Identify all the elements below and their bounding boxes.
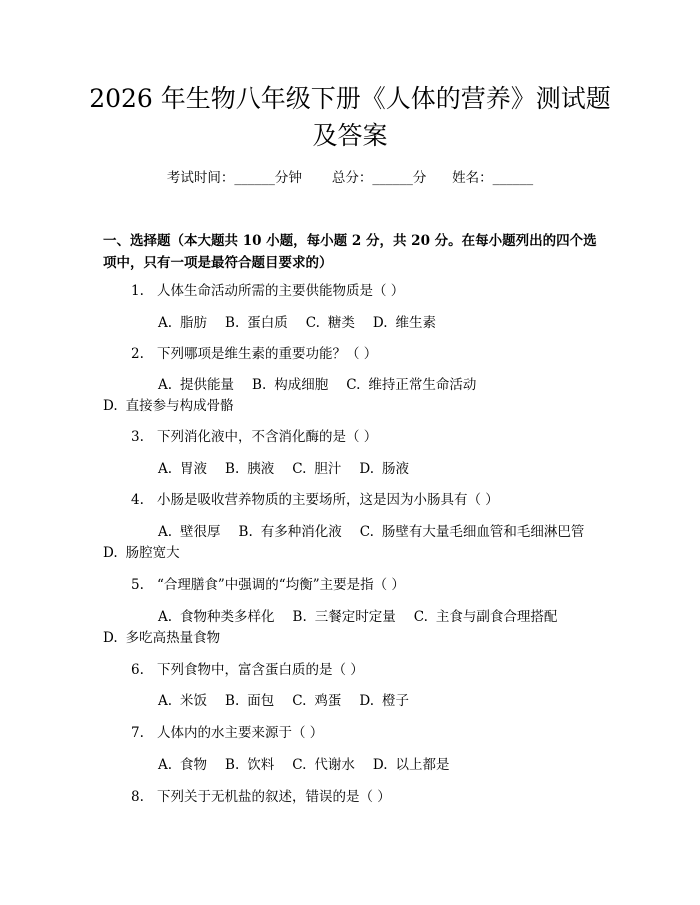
option: B. 三餐定时定量 <box>292 609 396 625</box>
question-1-options <box>103 313 603 334</box>
question-text: 人体内的水主要来源于（ ） <box>157 725 324 741</box>
question-6-options <box>103 691 603 712</box>
score-label: 总分： <box>331 170 373 186</box>
option: B. 面包 <box>225 693 275 709</box>
question-6 <box>103 660 603 680</box>
option: B. 蛋白质 <box>225 315 288 331</box>
option: C. 主食与副食合理搭配 <box>413 609 558 625</box>
option: A. 脂肪 <box>158 315 208 331</box>
question-text: “合理膳食”中强调的“均衡”主要是指（ ） <box>157 577 405 593</box>
question-number: 4. <box>131 492 144 508</box>
question-number: 3. <box>131 429 144 445</box>
time-label: 考试时间： <box>166 170 235 186</box>
question-3-options <box>103 459 603 480</box>
option: C. 胆汁 <box>292 461 342 477</box>
score-blank: ______ <box>372 170 413 186</box>
name-label: 姓名： <box>452 170 493 186</box>
question-4 <box>103 490 603 510</box>
question-text: 人体生命活动所需的主要供能物质是（ ） <box>157 283 405 299</box>
question-number: 6. <box>131 662 144 678</box>
option: A. 壁很厚 <box>158 524 221 540</box>
option: D. 肠液 <box>359 461 410 477</box>
time-blank: ______ <box>234 170 275 186</box>
score-unit: 分 <box>412 170 427 186</box>
option: A. 提供能量 <box>158 377 235 393</box>
option: C. 代谢水 <box>292 757 355 773</box>
option: A. 食物种类多样化 <box>158 609 275 625</box>
document-title: 2026 年生物八年级下册《人体的营养》测试题及答案 <box>89 84 611 150</box>
question-number: 7. <box>131 725 144 741</box>
question-text: 下列哪项是维生素的重要功能？（ ） <box>157 346 378 362</box>
question-8 <box>103 787 603 807</box>
option: C. 鸡蛋 <box>292 693 342 709</box>
option: D. 橙子 <box>359 693 410 709</box>
option: D. 以上都是 <box>372 757 450 773</box>
question-number: 2. <box>131 346 144 362</box>
question-7 <box>103 723 603 743</box>
option: D. 维生素 <box>372 315 437 331</box>
question-5 <box>103 575 603 595</box>
question-number: 5. <box>131 577 144 593</box>
option: A. 米饭 <box>158 693 208 709</box>
option: C. 肠壁有大量毛细血管和毛细淋巴管 <box>359 524 585 540</box>
option: C. 维持正常生命活动 <box>346 377 477 393</box>
question-text: 下列消化液中，不含消化酶的是（ ） <box>157 429 378 445</box>
time-unit: 分钟 <box>274 170 302 186</box>
question-text: 小肠是吸收营养物质的主要场所，这是因为小肠具有（ ） <box>157 492 499 508</box>
option: B. 构成细胞 <box>252 377 329 393</box>
question-5-options <box>103 607 603 649</box>
question-text: 下列食物中，富含蛋白质的是（ ） <box>157 662 364 678</box>
option: C. 糖类 <box>305 315 355 331</box>
question-number: 1. <box>131 283 144 299</box>
option: D. 直接参与构成骨骼 <box>103 398 234 414</box>
name-blank: ______ <box>492 170 534 186</box>
exam-info-line <box>0 168 700 188</box>
section-heading: 一、选择题（本大题共 10 小题，每小题 2 分，共 20 分。在每小题列出的四个选项中，只有一项是最符合题目要求的） <box>103 233 597 271</box>
question-1 <box>103 281 603 301</box>
option: B. 饮料 <box>225 757 275 773</box>
question-7-options <box>103 755 603 776</box>
question-4-options <box>103 522 603 564</box>
question-text: 下列关于无机盐的叙述，错误的是（ ） <box>157 789 391 805</box>
question-2-options <box>103 375 603 417</box>
option: A. 食物 <box>158 757 208 773</box>
option: A. 胃液 <box>158 461 208 477</box>
option: D. 多吃高热量食物 <box>103 630 221 646</box>
option: B. 有多种消化液 <box>238 524 342 540</box>
option: B. 胰液 <box>225 461 275 477</box>
question-2 <box>103 344 603 364</box>
question-3 <box>103 427 603 447</box>
question-number: 8. <box>131 789 144 805</box>
option: D. 肠腔宽大 <box>103 545 180 561</box>
